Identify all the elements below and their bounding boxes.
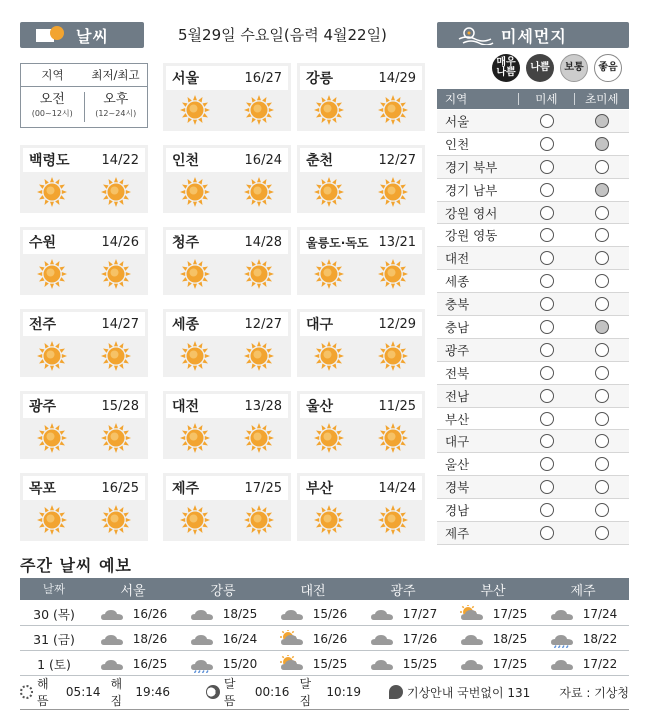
dust-pm10-indicator [540, 389, 554, 403]
city-name: 전주 [29, 317, 57, 333]
sun-icon-pm [377, 94, 409, 126]
weekly-title: 주간 날씨 예보 [20, 556, 132, 575]
cloudy-icon [459, 655, 485, 673]
city-card [20, 227, 148, 295]
dust-pm10-indicator [540, 343, 554, 357]
cloudy-icon [369, 605, 395, 623]
dust-header [437, 22, 629, 48]
weekly-temp: 17/24 [582, 606, 618, 621]
dust-pm25-indicator [595, 366, 609, 380]
city-card [297, 145, 425, 213]
dust-pm25-indicator [595, 389, 609, 403]
dust-row [437, 339, 629, 362]
dust-row [437, 408, 629, 431]
sun-icon-am [36, 176, 68, 208]
weather-header-icon [36, 25, 72, 45]
sun-icon-am [36, 340, 68, 372]
weekly-date: 31 (금) [33, 631, 75, 647]
dust-pm10-indicator [540, 412, 554, 426]
city-name: 세종 [172, 317, 200, 333]
weekly-temp: 16/25 [132, 656, 168, 671]
cloudy-icon [99, 655, 125, 673]
sun-icon-am [313, 340, 345, 372]
sunrise-icon [20, 685, 33, 699]
sun-icon-am [313, 176, 345, 208]
city-temp: 16/25 [101, 480, 139, 496]
city-temp: 12/27 [244, 316, 282, 332]
dust-row [437, 202, 629, 225]
weekly-col-city: 광주 [390, 583, 416, 599]
dust-row [437, 316, 629, 339]
dust-pm10-indicator [540, 297, 554, 311]
sun-icon-am [179, 340, 211, 372]
dust-region: 경북 [445, 480, 470, 496]
weekly-col-city: 제주 [570, 583, 596, 599]
dust-pm10-indicator [540, 503, 554, 517]
dust-pm25-indicator [595, 251, 609, 265]
dust-region: 인천 [445, 136, 470, 152]
dust-pm25-indicator [595, 457, 609, 471]
dust-region: 전북 [445, 365, 470, 381]
dust-table-header [437, 89, 629, 109]
dust-pm10-indicator [540, 183, 554, 197]
weekly-date: 30 (목) [33, 606, 75, 622]
sun-icon-am [179, 94, 211, 126]
city-temp: 16/24 [244, 152, 282, 168]
sun-icon-pm [243, 94, 275, 126]
cloudy-icon [369, 630, 395, 648]
rain-icon [549, 630, 575, 648]
date-text: 5월29일 수요일(음력 4월22일) [178, 26, 387, 44]
sun-icon-pm [100, 176, 132, 208]
partly-cloudy-icon [279, 655, 305, 673]
dust-pm25-indicator [595, 228, 609, 242]
city-temp: 14/27 [101, 316, 139, 332]
dust-row [437, 179, 629, 202]
city-name: 목포 [29, 481, 57, 497]
dust-pm25-indicator [595, 183, 609, 197]
cloudy-icon [549, 655, 575, 673]
cloudy-icon [189, 630, 215, 648]
weekly-cell [358, 630, 448, 648]
dust-pm25-indicator [595, 480, 609, 494]
weekly-temp: 18/25 [222, 606, 258, 621]
sun-icon-am [179, 258, 211, 290]
partly-cloudy-icon [459, 605, 485, 623]
dust-pm25-indicator [595, 297, 609, 311]
dust-row [437, 499, 629, 522]
dust-row [437, 522, 629, 545]
weekly-cell [88, 630, 178, 648]
weekly-cell [538, 630, 628, 648]
weekly-temp: 16/24 [222, 631, 258, 646]
weekly-temp: 15/25 [402, 656, 438, 671]
dust-pm25-indicator [595, 137, 609, 151]
sun-icon-am [36, 422, 68, 454]
dust-row [437, 133, 629, 156]
legend-pm: 오후 [103, 92, 129, 107]
legend-region: 지역 [41, 68, 64, 82]
legend-am: 오전 [39, 92, 65, 107]
sun-icon-pm [377, 422, 409, 454]
dust-pm10-indicator [540, 251, 554, 265]
city-temp: 16/27 [244, 70, 282, 86]
weekly-cell [268, 605, 358, 623]
weekly-temp: 15/20 [222, 656, 258, 671]
dust-pm10-indicator [540, 228, 554, 242]
dust-region: 제주 [445, 525, 470, 541]
cloudy-icon [99, 630, 125, 648]
moonset-label: 달짐 [299, 677, 312, 708]
city-name: 부산 [306, 481, 334, 497]
sun-icon-pm [243, 340, 275, 372]
cloudy-icon [369, 655, 395, 673]
dust-pm10-indicator [540, 206, 554, 220]
cloudy-icon [549, 605, 575, 623]
dust-row [437, 385, 629, 408]
dust-row [437, 293, 629, 316]
info-text: 기상안내 국번없이 131 [407, 685, 531, 700]
rain-icon [189, 655, 215, 673]
dust-region: 충북 [445, 297, 470, 313]
partly-cloudy-icon [279, 630, 305, 648]
weekly-col-date: 날짜 [42, 582, 66, 596]
sun-icon-am [313, 94, 345, 126]
city-card [163, 63, 291, 131]
city-card [20, 391, 148, 459]
dust-pm10-indicator [540, 434, 554, 448]
city-temp: 11/25 [378, 398, 416, 414]
weekly-row [20, 627, 629, 651]
city-card [297, 391, 425, 459]
dust-col-pm25: 초미세 [585, 92, 619, 106]
weekly-cell [88, 605, 178, 623]
weekly-temp: 16/26 [312, 631, 348, 646]
dust-row [437, 430, 629, 453]
sun-icon-pm [243, 422, 275, 454]
dust-pm10-indicator [540, 274, 554, 288]
weekly-cell [538, 605, 628, 623]
dust-region: 강원 영동 [445, 228, 498, 244]
dust-pm25-indicator [595, 503, 609, 517]
phone-icon [389, 685, 403, 699]
city-temp: 14/24 [378, 480, 416, 496]
weekly-cell [88, 655, 178, 673]
weekly-cell [358, 655, 448, 673]
city-name: 청주 [172, 235, 200, 251]
dust-legend-normal: 보통 [560, 54, 588, 82]
city-name: 서울 [172, 71, 200, 87]
weekly-cell [448, 655, 538, 673]
sun-icon-pm [377, 504, 409, 536]
dust-pm25-indicator [595, 434, 609, 448]
dust-pm25-indicator [595, 114, 609, 128]
weekly-cell [448, 630, 538, 648]
sun-icon-am [313, 422, 345, 454]
sun-icon-am [313, 504, 345, 536]
dust-pm10-indicator [540, 320, 554, 334]
legend-minmax: 최저/최고 [91, 68, 140, 82]
city-temp: 14/26 [101, 234, 139, 250]
weekly-cell [268, 630, 358, 648]
city-name: 대구 [306, 317, 334, 333]
weekly-row [20, 602, 629, 626]
weekly-col-city: 부산 [480, 583, 506, 599]
dust-row [437, 453, 629, 476]
footer [20, 677, 629, 708]
dust-region: 광주 [445, 342, 470, 358]
dust-pm10-indicator [540, 526, 554, 540]
city-card [20, 145, 148, 213]
legend-pm-sub: (12~24시) [95, 109, 137, 118]
city-temp: 14/29 [378, 70, 416, 86]
weekly-temp: 15/26 [312, 606, 348, 621]
dust-pm25-indicator [595, 320, 609, 334]
sun-icon-am [36, 258, 68, 290]
weekly-cell [178, 605, 268, 623]
dust-pm25-indicator [595, 160, 609, 174]
dust-row [437, 156, 629, 179]
weather-header [20, 22, 144, 48]
sun-icon-pm [100, 504, 132, 536]
moon-icon [206, 685, 220, 699]
cloudy-icon [189, 605, 215, 623]
city-name: 제주 [172, 481, 200, 497]
weekly-cell [358, 605, 448, 623]
sun-icon-pm [377, 258, 409, 290]
sun-icon-pm [243, 504, 275, 536]
city-temp: 14/28 [244, 234, 282, 250]
weekly-cell [178, 655, 268, 673]
weekly-cell [448, 605, 538, 623]
dust-pm25-indicator [595, 412, 609, 426]
dust-region: 울산 [445, 457, 470, 473]
dust-region: 경기 북부 [445, 159, 498, 175]
sunset-label: 해짐 [110, 677, 123, 708]
dust-header-icon [457, 25, 495, 45]
weekly-temp: 16/26 [132, 606, 168, 621]
weather-title: 날씨 [76, 26, 109, 46]
city-card [163, 309, 291, 377]
city-name: 강릉 [306, 71, 334, 87]
weekly-temp: 17/22 [582, 656, 618, 671]
dust-pm10-indicator [540, 137, 554, 151]
city-card [163, 391, 291, 459]
city-card [20, 309, 148, 377]
dust-col-pm10: 미세 [535, 92, 558, 106]
sun-icon-am [313, 258, 345, 290]
city-temp: 12/29 [378, 316, 416, 332]
weekly-temp: 17/26 [402, 631, 438, 646]
city-name: 인천 [172, 153, 200, 169]
sunrise-label: 해뜸 [37, 677, 49, 708]
dust-region: 서울 [445, 113, 470, 129]
city-card [297, 309, 425, 377]
sun-icon-am [36, 504, 68, 536]
city-name: 울산 [306, 399, 334, 415]
dust-region: 강원 영서 [445, 205, 498, 221]
weekly-header [20, 578, 629, 600]
weekly-row [20, 652, 629, 676]
sun-icon-pm [100, 422, 132, 454]
city-card [297, 63, 425, 131]
weekly-date: 1 (토) [37, 656, 71, 672]
sun-icon-pm [100, 258, 132, 290]
dust-title: 미세먼지 [501, 26, 567, 46]
city-card [163, 473, 291, 541]
weekly-temp: 17/25 [492, 606, 528, 621]
weekly-col-city: 강릉 [210, 583, 236, 599]
city-temp: 17/25 [244, 480, 282, 496]
dust-row [437, 270, 629, 293]
city-temp: 15/28 [101, 398, 139, 414]
dust-region: 경남 [445, 503, 470, 519]
sun-icon-pm [243, 176, 275, 208]
weekly-temp: 18/26 [132, 631, 168, 646]
dust-pm10-indicator [540, 114, 554, 128]
sun-icon-am [179, 422, 211, 454]
weekly-cell [178, 630, 268, 648]
city-temp: 13/21 [378, 234, 416, 250]
dust-legend-very-bad: 매우 나쁨 [492, 54, 520, 82]
dust-pm25-indicator [595, 343, 609, 357]
sunrise-time: 05:14 [65, 685, 101, 699]
weekly-cell [268, 655, 358, 673]
weekly-cell [538, 655, 628, 673]
dust-region: 세종 [445, 274, 470, 290]
sun-icon-am [179, 504, 211, 536]
weekly-col-city: 대전 [300, 583, 326, 599]
weekly-col-city: 서울 [120, 583, 146, 599]
dust-region: 충남 [445, 319, 470, 335]
sun-icon-pm [243, 258, 275, 290]
dust-pm10-indicator [540, 160, 554, 174]
dust-region: 경기 남부 [445, 182, 498, 198]
dust-row [437, 224, 629, 247]
city-temp: 13/28 [244, 398, 282, 414]
dust-pm25-indicator [595, 526, 609, 540]
dust-row [437, 362, 629, 385]
dust-region: 전남 [445, 388, 470, 404]
bottom-divider [20, 709, 629, 710]
city-card [20, 473, 148, 541]
cloudy-icon [279, 605, 305, 623]
moonrise-time: 00:16 [254, 685, 290, 699]
dust-pm25-indicator [595, 274, 609, 288]
city-name: 대전 [172, 399, 200, 415]
dust-legend-good: 좋음 [594, 54, 622, 82]
weather-legend [20, 63, 148, 128]
dust-region: 대전 [445, 251, 470, 267]
city-name: 수원 [29, 235, 57, 251]
dust-row [437, 476, 629, 499]
dust-row [437, 110, 629, 133]
cloudy-icon [459, 630, 485, 648]
city-name: 춘천 [306, 153, 334, 169]
sun-icon-pm [377, 176, 409, 208]
dust-pm25-indicator [595, 206, 609, 220]
cloudy-icon [99, 605, 125, 623]
city-card [297, 473, 425, 541]
city-card [297, 227, 425, 295]
dust-pm10-indicator [540, 480, 554, 494]
moonset-time: 10:19 [326, 685, 362, 699]
sun-icon-pm [377, 340, 409, 372]
legend-am-sub: (00~12시) [31, 109, 73, 118]
dust-pm10-indicator [540, 457, 554, 471]
weekly-temp: 17/25 [492, 656, 528, 671]
city-name: 백령도 [29, 153, 70, 169]
city-card [163, 227, 291, 295]
dust-legend [492, 54, 622, 82]
sunset-time: 19:46 [135, 685, 171, 699]
dust-region: 부산 [445, 411, 470, 427]
weekly-temp: 15/25 [312, 656, 348, 671]
weekly-temp: 18/25 [492, 631, 528, 646]
weekly-temp: 17/27 [402, 606, 438, 621]
source-text: 자료 : 기상청 [559, 685, 629, 700]
dust-region: 대구 [445, 434, 470, 450]
city-name: 광주 [29, 399, 57, 415]
dust-pm10-indicator [540, 366, 554, 380]
city-name: 울릉도·독도 [306, 235, 369, 250]
city-temp: 12/27 [378, 152, 416, 168]
moonrise-label: 달뜸 [223, 677, 236, 708]
dust-row [437, 247, 629, 270]
city-temp: 14/22 [101, 152, 139, 168]
dust-col-region: 지역 [445, 92, 468, 106]
dust-table [437, 110, 629, 545]
sun-icon-pm [100, 340, 132, 372]
weekly-temp: 18/22 [582, 631, 618, 646]
sun-icon-am [179, 176, 211, 208]
dust-legend-bad: 나쁨 [526, 54, 554, 82]
city-card [163, 145, 291, 213]
